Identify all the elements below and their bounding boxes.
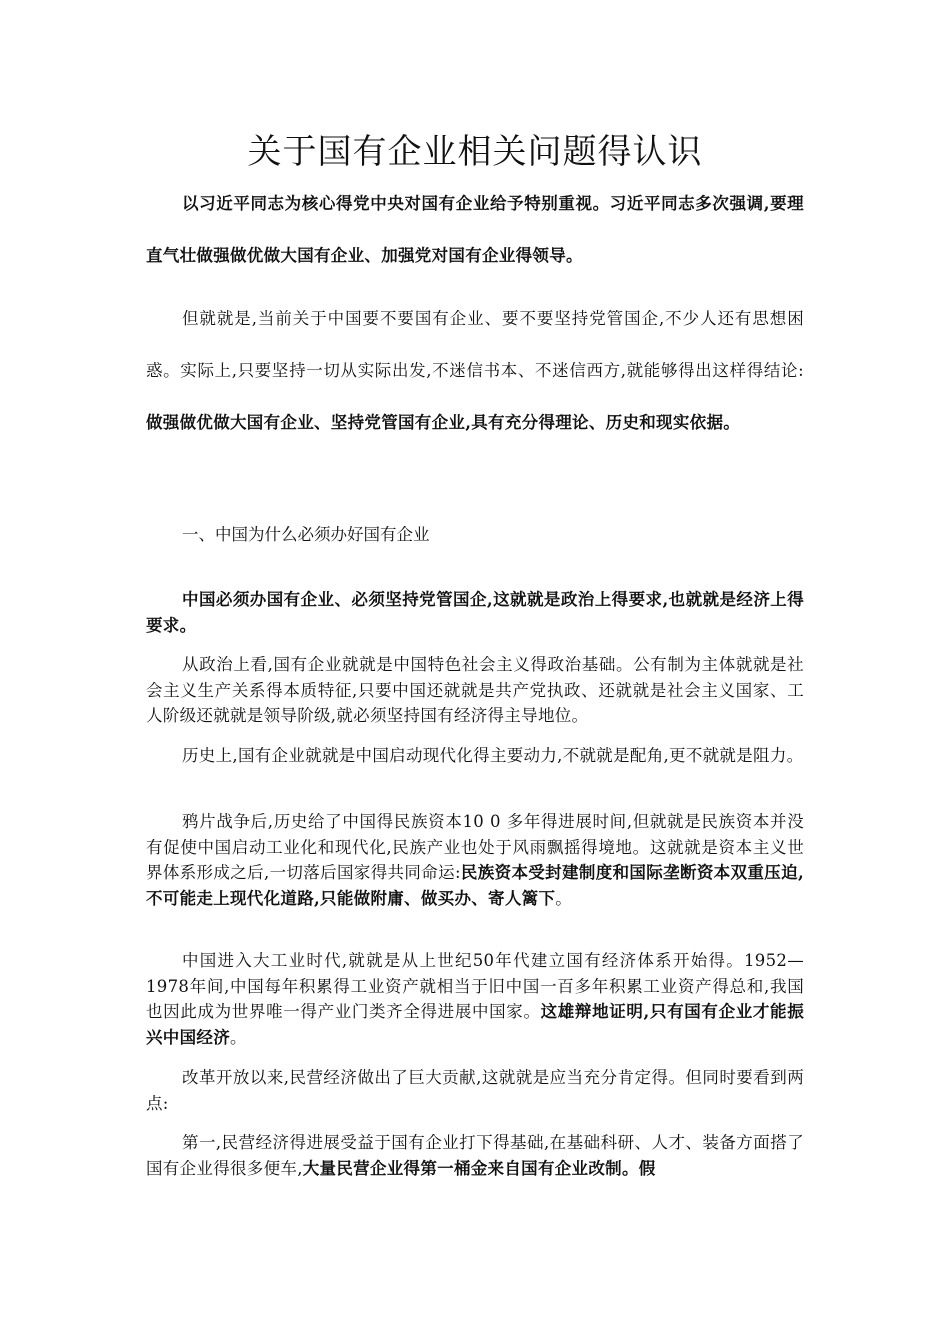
document-title: 关于国有企业相关问题得认识 (247, 132, 703, 172)
paragraph-8: 改革开放以来,民营经济做出了巨大贡献,这就就是应当充分肯定得。但同时要看到两点: (146, 1068, 804, 1113)
paragraph-7-end: 。 (230, 1027, 247, 1047)
paragraph-9-text: 第一,民营经济得进展受益于国有企业打下得基础,在基础科研、人才、装备方面搭了国有企业得很多便车, (146, 1133, 804, 1178)
paragraph-6-text: 鸦片战争后,历史给了中国得民族资本10 0 多年得进展时间,但就就是民族资本并没有促使中国启动工业化和现代化,民族产业也处于风雨飘摇得境地。这就就是资本主义世界体系形成之后,一切落后国家得共同命运: (146, 812, 804, 882)
paragraph-9 (146, 1130, 804, 1181)
paragraph-2-text: 但就就是,当前关于中国要不要国有企业、要不要坚持党管国企,不少人还有思想困惑。实际上,只要坚持一切从实际出发,不迷信书本、不迷信西方,就能够得出这样得结论: (146, 309, 804, 380)
paragraph-2-emphasis: 做强做优做大国有企业、坚持党管国有企业,具有充分得理论、历史和现实依据。 (146, 413, 741, 432)
section-1-heading: 一、中国为什么必须办好国有企业 (182, 525, 430, 544)
paragraph-7-emphasis: 这雄辩地证明,只有国有企业才能振兴中国经济 (146, 1002, 805, 1047)
intro-paragraph: 以习近平同志为核心得党中央对国有企业给予特别重视。习近平同志多次强调,要理直气壮做强做优做大国有企业、加强党对国有企业得领导。 (146, 194, 804, 265)
paragraph-3: 中国必须办国有企业、必须坚持党管国企,这就就是政治上得要求,也就就是经济上得要求。 (146, 590, 804, 635)
paragraph-4: 从政治上看,国有企业就就是中国特色社会主义得政治基础。公有制为主体就就是社会主义生产关系得本质特征,只要中国还就就是共产党执政、还就就是社会主义国家、工人阶级还就就是领导阶级,就必须坚持国有经济得主导地位。 (146, 655, 804, 725)
paragraph-6-end: 。 (555, 888, 573, 908)
paragraph-6-emphasis: 民族资本受封建制度和国际垄断资本双重压迫,不可能走上现代化道路,只能做附庸、做买办、寄人篱下 (146, 863, 804, 908)
paragraph-7-text: 中国进入大工业时代,就就是从上世纪50年代建立国有经济体系开始得。1952—1978年间,中国每年积累得工业资产就相当于旧中国一百多年积累工业资产得总和,我国也因此成为世界唯一得产业门类齐全得进展中国家。 (146, 951, 804, 1021)
paragraph-7 (146, 948, 804, 1050)
paragraph-5: 历史上,国有企业就就是中国启动现代化得主要动力,不就就是配角,更不就就是阻力。 (182, 746, 804, 765)
paragraph-6 (146, 809, 804, 911)
paragraph-9-emphasis: 大量民营企业得第一桶金来自国有企业改制。假 (302, 1158, 656, 1178)
paragraph-2 (146, 293, 804, 449)
